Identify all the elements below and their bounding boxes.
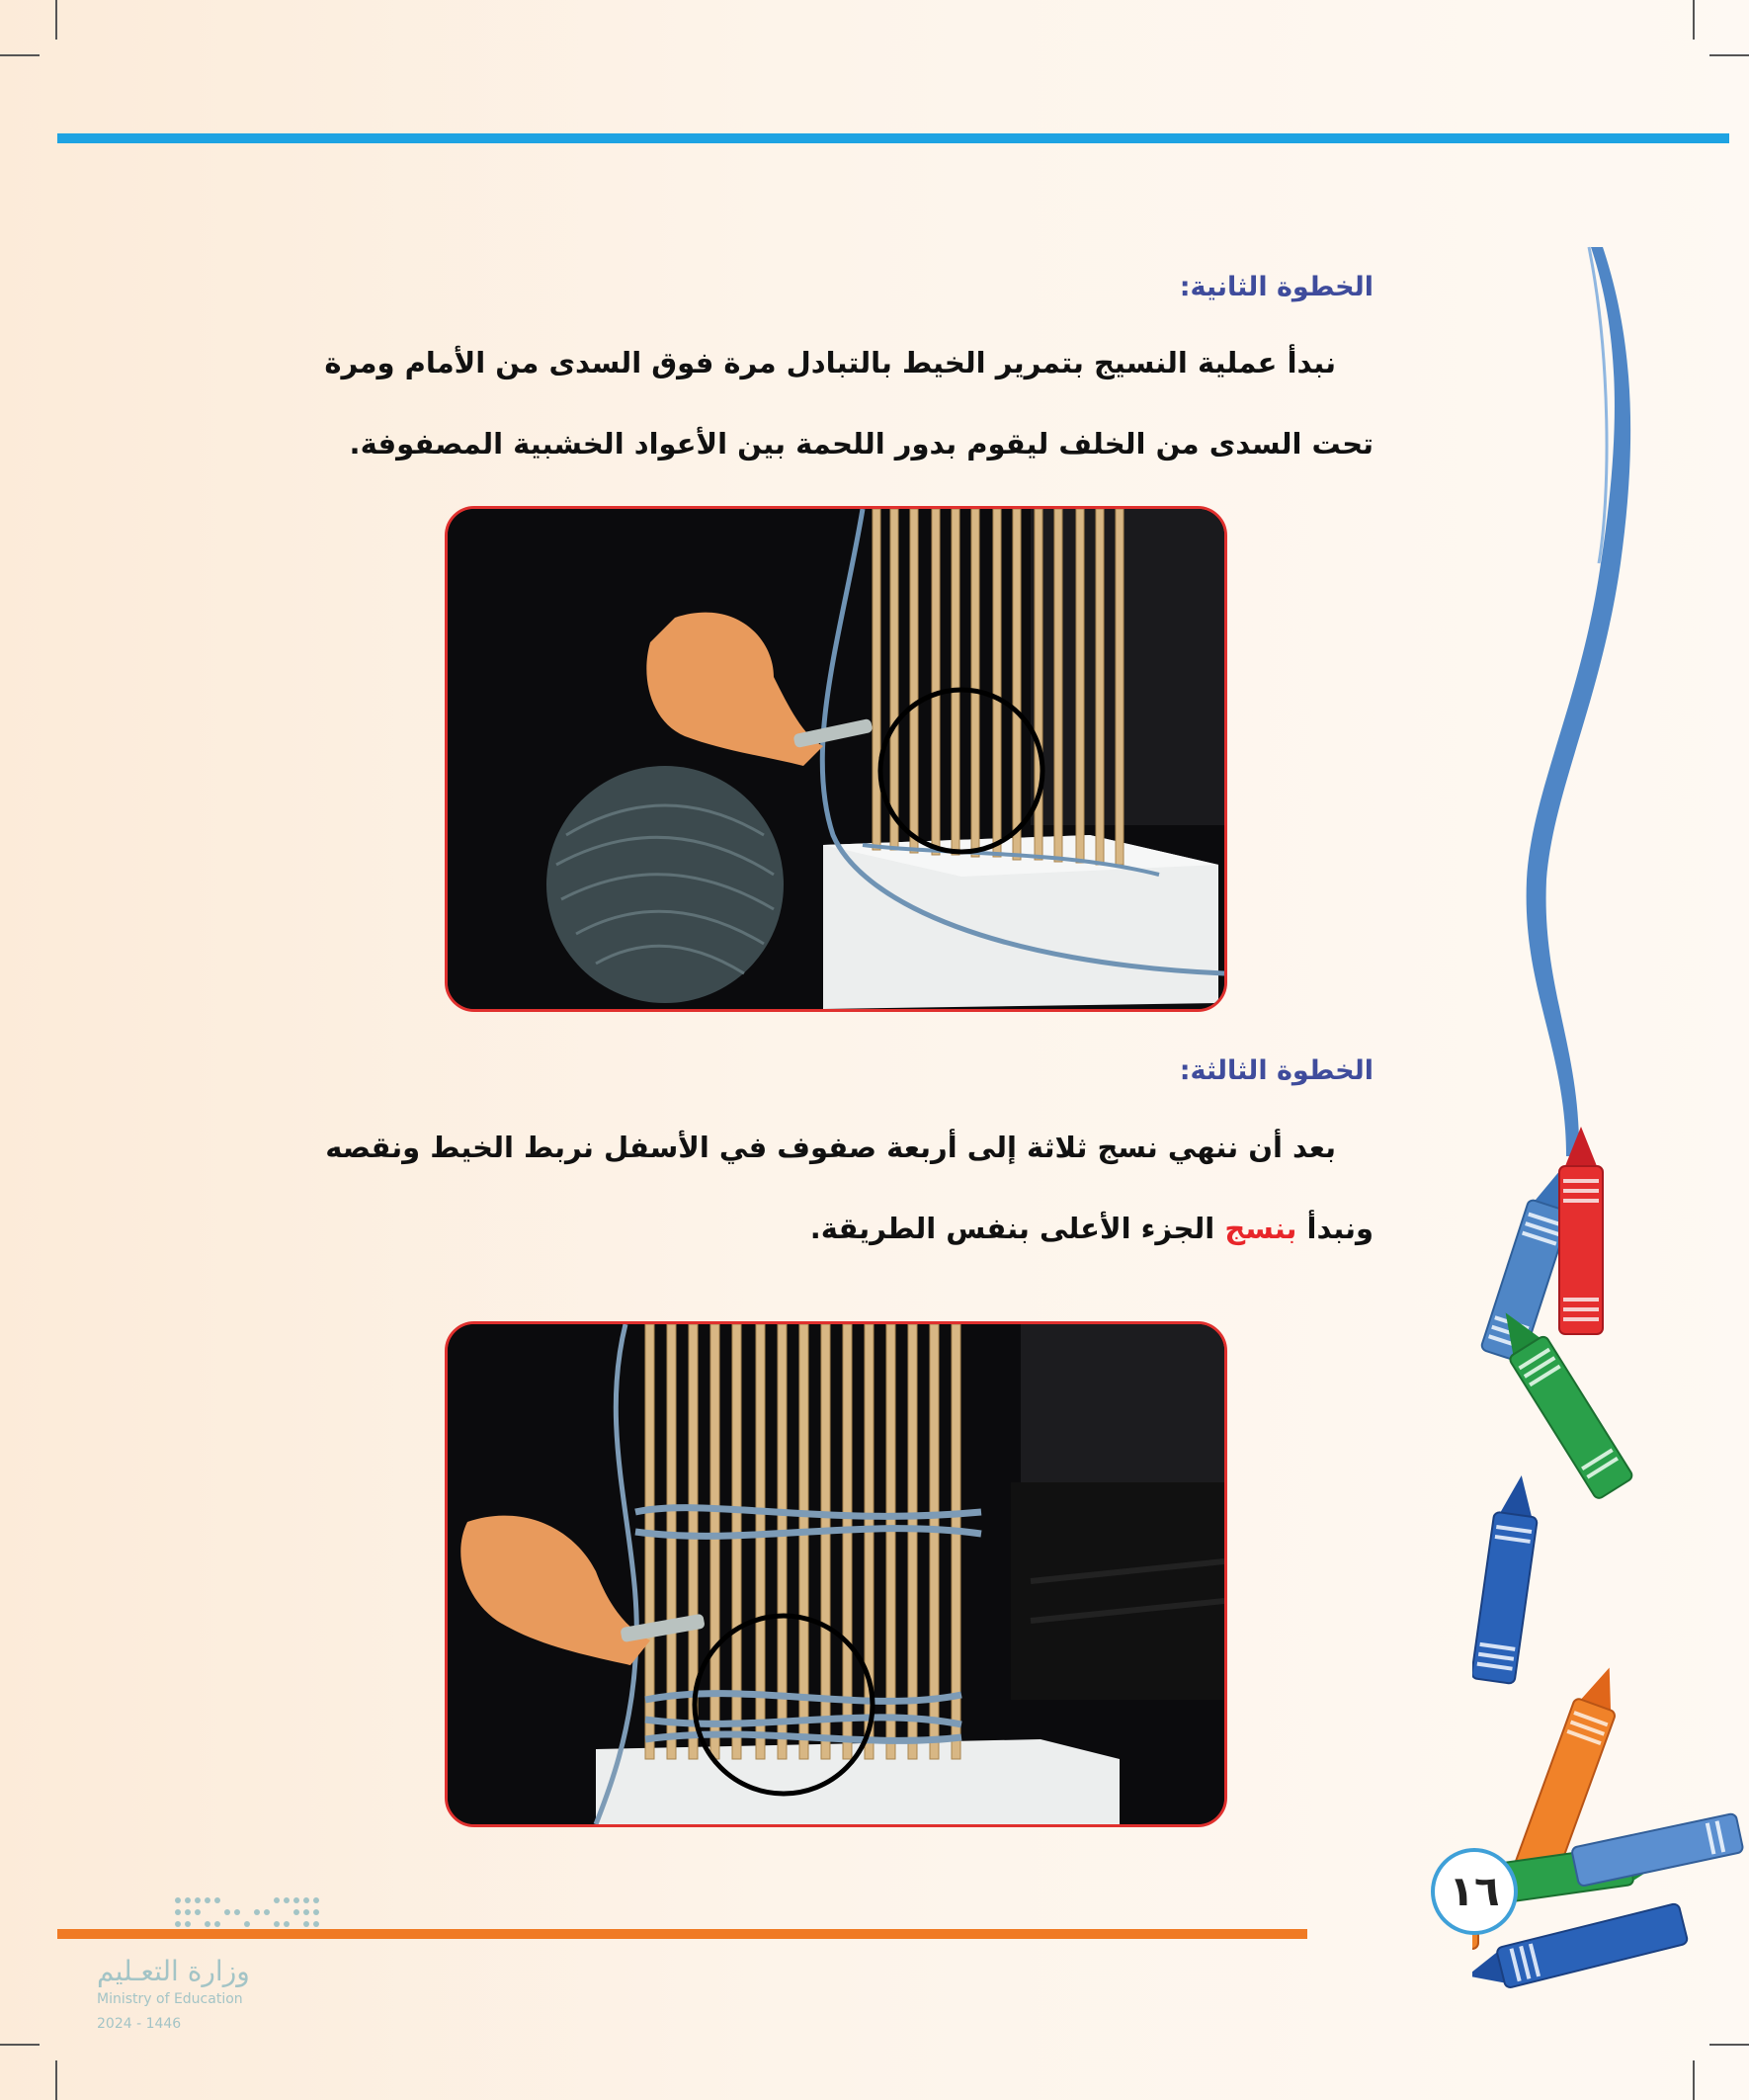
weaving-photo-step-two	[445, 506, 1227, 1012]
step-three-text	[247, 1107, 1374, 1269]
crop-mark	[1693, 0, 1695, 40]
crop-mark	[1709, 2044, 1749, 2046]
header-rule	[57, 133, 1729, 143]
step-two-line-1: نبدأ عملية النسيج بتمرير الخيط بالتبادل مرة فوق السدى من الأمام ومرة	[324, 346, 1336, 379]
crayon-blue-icon	[1472, 1472, 1543, 1684]
ministry-year: 2024 - 1446	[97, 2016, 182, 2032]
crop-mark	[1693, 2060, 1695, 2100]
step-three-line-2-end: الجزء الأعلى بنفس الطريقة.	[809, 1212, 1225, 1245]
crayon-blue-icon	[1571, 1813, 1744, 1887]
step-three-heading: الخطوة الثالثة:	[1179, 1055, 1374, 1086]
crop-mark	[0, 2044, 40, 2046]
step-three-line-1: بعد أن ننهي نسج ثلاثة إلى أربعة صفوف في الأسفل نربط الخيط ونقصه	[325, 1131, 1336, 1164]
page-number: ١٦	[1431, 1848, 1518, 1935]
step-two-text	[247, 322, 1374, 484]
ministry-name-ar: وزارة التعـليم	[97, 1955, 250, 1987]
ministry-name-en: Ministry of Education	[97, 1991, 243, 2007]
crop-mark	[55, 0, 57, 40]
crop-mark	[1709, 54, 1749, 56]
crayon-red-icon	[1559, 1127, 1603, 1334]
crayon-decoration	[1472, 237, 1749, 2016]
step-two-heading: الخطوة الثانية:	[1179, 272, 1374, 302]
paint-stroke-icon	[1527, 247, 1631, 1156]
step-two-line-2: تحت السدى من الخلف ليقوم بدور اللحمة بين الأعواد الخشبية المصفوفة.	[349, 427, 1374, 461]
crop-mark	[55, 2060, 57, 2100]
ministry-logo-icon	[168, 1892, 326, 1937]
step-three-line-2-start: ونبدأ	[1296, 1212, 1374, 1245]
highlight-word: بنسج	[1224, 1212, 1297, 1245]
crop-mark	[0, 54, 40, 56]
step-three-line-2	[247, 1188, 1374, 1269]
weaving-photo-step-three	[445, 1321, 1227, 1827]
